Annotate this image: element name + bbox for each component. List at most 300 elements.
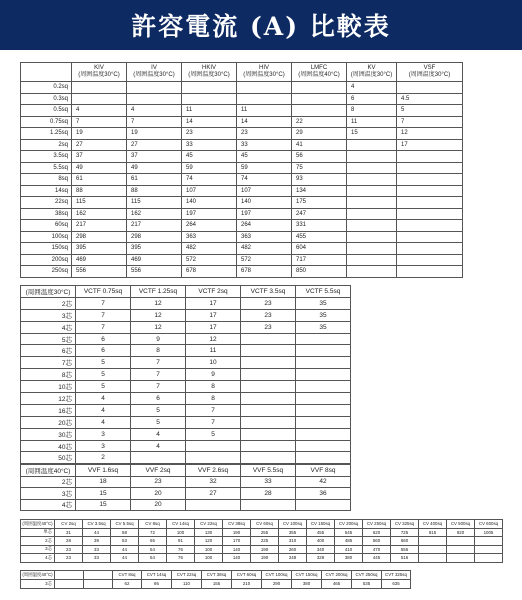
table-cell (397, 185, 463, 197)
table-cell: 140 (223, 545, 251, 554)
table-cell: 115 (72, 197, 127, 209)
table-cell (419, 537, 447, 546)
table-cell: 33 (83, 554, 111, 563)
table-cell (182, 93, 237, 105)
table-cell: 7 (131, 369, 186, 381)
table-row (21, 162, 463, 174)
table-cell: 75 (292, 162, 347, 174)
table-cv (20, 519, 503, 563)
table-cell (241, 381, 296, 393)
table-cell: 7 (131, 357, 186, 369)
table-cell (397, 220, 463, 232)
table-cell (296, 333, 351, 345)
table-cell: 14 (182, 116, 237, 128)
table-row (21, 440, 351, 452)
table-row (21, 197, 463, 209)
column-header: CV 100sq (279, 520, 307, 529)
table-cell: 4 (76, 404, 131, 416)
table-cell (397, 151, 463, 163)
table-cell (292, 93, 347, 105)
table-cell: 363 (237, 231, 292, 243)
table-row (21, 428, 351, 440)
table-cell (186, 452, 241, 464)
table-row (21, 381, 351, 393)
row-label: 100sq (21, 231, 72, 243)
table-cell: 32 (186, 476, 241, 488)
table-cell (296, 381, 351, 393)
table-cell: 6 (131, 393, 186, 405)
column-header: VCTF 2sq (186, 286, 241, 298)
table-cell: 45 (237, 151, 292, 163)
table-cell: 469 (72, 254, 127, 266)
column-header: CVT 8sq (113, 571, 142, 580)
table-cell: 11 (186, 345, 241, 357)
table-row (21, 105, 463, 117)
table-cell (237, 82, 292, 94)
table-cell: 54 (139, 554, 167, 563)
table-cell: 19 (127, 128, 182, 140)
column-header-condition: (周囲温度30°C) (133, 72, 175, 78)
table-cell: 380 (335, 554, 363, 563)
column-header: CVT 325sq (382, 571, 411, 580)
row-label: 10芯 (21, 381, 76, 393)
table-row (21, 369, 351, 381)
table-cell (55, 579, 84, 588)
table-cell: 8 (347, 105, 397, 117)
table-cell (241, 404, 296, 416)
table-cell: 74 (237, 174, 292, 186)
column-header (347, 63, 397, 82)
table-cell (296, 404, 351, 416)
row-label: 4芯 (21, 321, 76, 333)
table-cell: 6 (76, 333, 131, 345)
table-cell: 162 (72, 208, 127, 220)
table-cell: 5 (397, 105, 463, 117)
table-cell (72, 93, 127, 105)
table-cell (347, 197, 397, 209)
table-cell (241, 499, 296, 511)
table-row (21, 476, 351, 488)
table-cell: 2 (76, 452, 131, 464)
table-row (21, 452, 351, 464)
table-row (21, 297, 351, 309)
table-cell (447, 537, 475, 546)
table-cell: 920 (447, 528, 475, 537)
table-cell (72, 82, 127, 94)
table-cell: 12 (186, 333, 241, 345)
table-cell: 9 (186, 369, 241, 381)
column-header: VCTF 5.5sq (296, 286, 351, 298)
table-cell: 170 (223, 537, 251, 546)
table-cell: 7 (186, 404, 241, 416)
table-cell: 445 (363, 554, 391, 563)
table-cell: 100 (195, 554, 223, 563)
table-cell: 15 (347, 128, 397, 140)
column-header: CVT 250sq (352, 571, 382, 580)
column-header: CV 400sq (419, 520, 447, 529)
table-cell: 76 (167, 545, 195, 554)
column-header: VCTF 1.25sq (131, 286, 186, 298)
column-header: VVF 1.6sq (76, 465, 131, 477)
row-label: 2芯 (21, 476, 76, 488)
table-header-row (21, 286, 351, 298)
table-row (21, 151, 463, 163)
table-cell: 7 (397, 116, 463, 128)
table-cell: 54 (139, 545, 167, 554)
table-cell: 140 (223, 554, 251, 563)
table-cell: 44 (111, 545, 139, 554)
table-cell (241, 416, 296, 428)
column-header (292, 63, 347, 82)
table-cell (397, 197, 463, 209)
table-cell: 22 (292, 116, 347, 128)
table-row (21, 243, 463, 255)
table-cell: 14 (237, 116, 292, 128)
table-cell (397, 231, 463, 243)
table-row (21, 393, 351, 405)
table-cell: 190 (251, 554, 279, 563)
column-header: CV 8sq (139, 520, 167, 529)
table-cell: 4 (127, 105, 182, 117)
table-cell: 485 (335, 537, 363, 546)
table-row (21, 528, 503, 537)
table-row (21, 357, 351, 369)
row-label: 60sq (21, 220, 72, 232)
row-label: 単芯 (21, 528, 55, 537)
table-cell: 678 (237, 266, 292, 278)
table-cell: 465 (322, 579, 352, 588)
row-label: 3.5sq (21, 151, 72, 163)
column-header: CV 2sq (55, 520, 83, 529)
table-row (21, 254, 463, 266)
table-row (21, 537, 503, 546)
table-cell: 62 (113, 579, 142, 588)
row-label: 6芯 (21, 345, 76, 357)
table-cell: 17 (186, 297, 241, 309)
table-cell: 35 (296, 321, 351, 333)
table-cell: 41 (292, 139, 347, 151)
table-cell: 400 (307, 537, 335, 546)
table-cell (241, 428, 296, 440)
table-cell: 93 (292, 174, 347, 186)
table-cell: 15 (76, 488, 131, 500)
table-cell (127, 82, 182, 94)
row-label: 0.3sq (21, 93, 72, 105)
table-cell: 8 (186, 393, 241, 405)
table-vvf (20, 464, 351, 511)
row-label: 5.5sq (21, 162, 72, 174)
table-cell: 33 (83, 545, 111, 554)
table-cell: 45 (182, 151, 237, 163)
table-cell: 12 (131, 321, 186, 333)
table-cell: 59 (237, 162, 292, 174)
row-label: 2芯 (21, 297, 76, 309)
table-row (21, 545, 503, 554)
table-cell: 130 (195, 528, 223, 537)
column-header (127, 63, 182, 82)
page-title: 許容電流 (A) 比較表 (131, 12, 391, 41)
table-cell: 20 (131, 499, 186, 511)
table-cell: 660 (391, 537, 419, 546)
column-header: CVT 22sq (172, 571, 202, 580)
table-cell: 4 (72, 105, 127, 117)
table-row (21, 499, 351, 511)
table-cell: 255 (251, 528, 279, 537)
table-cell: 7 (127, 116, 182, 128)
table-row (21, 321, 351, 333)
table-cell: 4 (76, 393, 131, 405)
table-cell: 331 (292, 220, 347, 232)
table-cell (241, 393, 296, 405)
table-cell: 17 (397, 139, 463, 151)
table-cell: 328 (307, 554, 335, 563)
column-header: CVT 100sq (262, 571, 292, 580)
table-cell: 5 (131, 404, 186, 416)
table-header-row (21, 571, 411, 580)
table-cell: 162 (127, 208, 182, 220)
table-cell: 12 (397, 128, 463, 140)
table-cell (296, 393, 351, 405)
column-header: CV 3.5sq (83, 520, 111, 529)
column-header-name: VSF (423, 65, 436, 71)
table-cell (241, 369, 296, 381)
table-cell (475, 537, 503, 546)
table-cell: 8 (131, 345, 186, 357)
table-cell: 107 (237, 185, 292, 197)
row-label: 3芯 (21, 579, 55, 588)
table-cell: 264 (182, 220, 237, 232)
table-cell: 604 (292, 243, 347, 255)
table-cell: 28 (55, 537, 83, 546)
table-cell (347, 174, 397, 186)
table-cell (241, 345, 296, 357)
table-cell (241, 452, 296, 464)
column-header (397, 63, 463, 82)
column-header-condition: (周囲温度30°C) (78, 72, 120, 78)
table-single-wire (20, 62, 463, 278)
table-cell: 469 (127, 254, 182, 266)
row-label: 22sq (21, 197, 72, 209)
table-cell: 23 (241, 309, 296, 321)
table-cell: 4 (347, 82, 397, 94)
column-header-condition: (周囲温度30°C) (350, 72, 393, 78)
table-cell: 572 (182, 254, 237, 266)
table-cell (296, 369, 351, 381)
table-cell (186, 440, 241, 452)
table-cell: 455 (292, 231, 347, 243)
table-cell (296, 499, 351, 511)
row-label: 3芯 (21, 309, 76, 321)
table-cell: 23 (241, 297, 296, 309)
table-cell: 8 (186, 381, 241, 393)
table-cell (131, 452, 186, 464)
table-cell (397, 82, 463, 94)
table-cell: 5 (76, 369, 131, 381)
table-header-row (21, 520, 503, 529)
table-cell: 556 (127, 266, 182, 278)
column-header-condition: (周囲温度30°C) (408, 72, 451, 78)
column-header (237, 63, 292, 82)
table-cell: 5 (76, 381, 131, 393)
table-cell: 91 (167, 537, 195, 546)
table-cell: 33 (182, 139, 237, 151)
column-header-name: HKIV (201, 65, 216, 71)
table-cell: 190 (251, 545, 279, 554)
column-header: CV 22sq (195, 520, 223, 529)
table-cell: 61 (127, 174, 182, 186)
table-cell: 516 (391, 554, 419, 563)
table-cell (296, 452, 351, 464)
table-row (21, 309, 351, 321)
column-header: CVT 200sq (322, 571, 352, 580)
table-cell: 4 (131, 428, 186, 440)
table-cell: 620 (363, 528, 391, 537)
column-header: (周囲温度40°C) (21, 571, 55, 580)
table-cell: 115 (127, 197, 182, 209)
table-cell: 33 (241, 476, 296, 488)
table-row (21, 488, 351, 500)
table-vctf (20, 285, 351, 464)
column-header: CVT 38sq (202, 571, 232, 580)
table-cell: 225 (251, 537, 279, 546)
table-cell: 298 (127, 231, 182, 243)
table-cell: 86 (142, 579, 172, 588)
table-cell: 23 (55, 554, 83, 563)
column-header-name: KV (367, 65, 376, 71)
table-cell: 572 (237, 254, 292, 266)
table-cell (237, 93, 292, 105)
table-cell: 23 (237, 128, 292, 140)
table-cell (241, 357, 296, 369)
table-cell (397, 208, 463, 220)
table-header-row (21, 465, 351, 477)
table-cell (347, 162, 397, 174)
column-header: CV 38sq (223, 520, 251, 529)
table-row (21, 139, 463, 151)
column-header: (周囲温度30°C) (21, 286, 76, 298)
table-cell: 197 (182, 208, 237, 220)
table-cell (84, 579, 113, 588)
table-cell: 455 (307, 528, 335, 537)
table-cell (296, 416, 351, 428)
column-header-condition: (周囲温度40°C) (298, 72, 340, 78)
row-label: 2sq (21, 139, 72, 151)
table-cell (447, 545, 475, 554)
table-cell (419, 554, 447, 563)
table-cell: 17 (186, 321, 241, 333)
table-cell (241, 440, 296, 452)
table-cell: 9 (131, 333, 186, 345)
column-header: VVF 2sq (131, 465, 186, 477)
table-cell (397, 162, 463, 174)
table-cell: 36 (296, 488, 351, 500)
table-row (21, 554, 503, 563)
column-header (55, 571, 84, 580)
table-cell: 17 (186, 309, 241, 321)
table-cell (241, 333, 296, 345)
table-cell: 355 (279, 528, 307, 537)
table-row (21, 579, 411, 588)
table-cell: 395 (127, 243, 182, 255)
table-cell: 134 (292, 185, 347, 197)
table-cell: 247 (292, 208, 347, 220)
table-row (21, 82, 463, 94)
table-cell: 7 (76, 309, 131, 321)
table-cell: 88 (72, 185, 127, 197)
table-cell: 725 (391, 528, 419, 537)
table-cell (186, 499, 241, 511)
table-cell: 44 (111, 554, 139, 563)
row-label: 16芯 (21, 404, 76, 416)
table-cell: 155 (202, 579, 232, 588)
table-cell (397, 243, 463, 255)
table-cell: 635 (382, 579, 411, 588)
table-cell: 395 (72, 243, 127, 255)
table-row (21, 416, 351, 428)
table-cell: 100 (167, 528, 195, 537)
table-cell: 4 (131, 440, 186, 452)
column-header: VVF 2.6sq (186, 465, 241, 477)
table-cvt (20, 570, 411, 589)
table-row (21, 404, 351, 416)
row-label: 4芯 (21, 554, 55, 563)
table-cell (296, 345, 351, 357)
table-cell (292, 105, 347, 117)
table-cell: 11 (347, 116, 397, 128)
table-cell: 20 (131, 488, 186, 500)
table-row (21, 345, 351, 357)
table-cell: 190 (223, 528, 251, 537)
column-header: CV 14sq (167, 520, 195, 529)
column-header: VCTF 0.75sq (76, 286, 131, 298)
table-cell: 7 (76, 321, 131, 333)
table-cell (347, 220, 397, 232)
table-cell (347, 254, 397, 266)
column-header: CV 200sq (335, 520, 363, 529)
column-header: CVT 14sq (142, 571, 172, 580)
table-cell: 380 (292, 579, 322, 588)
table-cell (447, 554, 475, 563)
table-cell: 717 (292, 254, 347, 266)
table-cell: 7 (72, 116, 127, 128)
table-cell: 88 (127, 185, 182, 197)
table-row (21, 185, 463, 197)
table-cell: 363 (182, 231, 237, 243)
table-cell: 31 (55, 528, 83, 537)
row-label: 8sq (21, 174, 72, 186)
row-label: 200sq (21, 254, 72, 266)
table-cell: 482 (237, 243, 292, 255)
table-cell: 61 (72, 174, 127, 186)
column-header (21, 63, 72, 82)
table-cell: 23 (131, 476, 186, 488)
table-cell: 3 (76, 440, 131, 452)
column-header: CVT 60sq (232, 571, 262, 580)
table-cell: 107 (182, 185, 237, 197)
table-row (21, 333, 351, 345)
table-cell: 23 (55, 545, 83, 554)
column-header: CV 250sq (363, 520, 391, 529)
table-cell: 556 (72, 266, 127, 278)
table-cell: 65 (139, 537, 167, 546)
table-cell: 59 (182, 162, 237, 174)
column-header-condition: (周囲温度30°C) (188, 72, 230, 78)
table-cell: 27 (127, 139, 182, 151)
table-row (21, 266, 463, 278)
table-cell (347, 243, 397, 255)
table-cell: 535 (352, 579, 382, 588)
row-label: 38sq (21, 208, 72, 220)
